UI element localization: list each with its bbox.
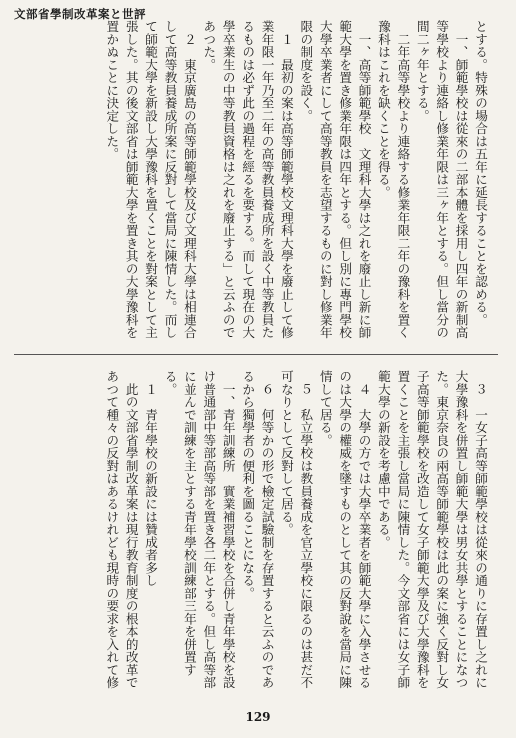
lower-text-block: ３ 一女子高等師範學校は從來の通りに存置し之れに 大學豫科を併置し師範大學は男女共學とすることになつ た。東京奈良の兩高等師範學校は此の案に強く反對し女 子高等師範學校を改造して女子師範大學及び大學豫科を 置くことを主張し當局に陳情した。今文部省には女子師 範大學の新設を考慮中である。 ４ 大學の方では大學卒業者を師範大學に入學させる のは大學の權威を墜すものとして其の反對說を當局に陳 情して居る。 ５ 私立學校は教員養成を官立學校に限るのは甚だ不 可なりとして反對して居る。 ６ 何等かの形で檢定試驗制を存置すると云ふのであ るから獨學者の便利を圖ることになる。 一、青年訓練所 實業補習學校を合併し青年學校を設 け普通部中等部高等部を置き各二年とする。但し高等部 に並んで訓練を主とする青年學校訓練部三年を併置す る。 １ 青年學校の新設には贊成者多し 此の文部省學制改革案は現行教育制度の根本的改革で あつて種々の反對はあるけれども現時の要求を入れて修 (104, 370, 488, 689)
upper-text-block: とする。特殊の場合は五年に延長することを認める。 一、師範學校は從來の二部本體を採用し四年の新制高 等學校より連絡し修業年限は三ヶ年とする。但し當分の 間二ヶ年とする。 二年高等學校より連絡する修業年限二年の豫科を置く 豫科はこれを缺くことを得る。 一、高等師範學校 文理科大學は之れを廢止し新に師 範大學を置き修業年限は四年とする。但し別に專門學校 大學卒業者にして高等教員を志望するものに對し修業年 限の制度を設く。 １ 最初の案は高等師範學校文理科大學を廢止して修 業年限一年乃至二年の高等教員養成所を設く中等教員た るものは必ず此の過程を經るを要する。而して現在の大 學卒業生の中等教員資格は之れを廢止する」と云ふので あつた。 ２ 東京廣島の高等師範學校及び文理科大學は相連合 して高等教員養成所案に反對して當局に陳情した。而し て師範大學を新設し大學豫科を置くことを對案として主 張した。其の後文部省は師範大學を置き其の大學豫科を 置かぬことに決定した。 (104, 20, 488, 339)
running-head: 文部省學制改革案と世評 (14, 7, 146, 21)
page-number: 129 (245, 710, 271, 724)
section-divider (14, 354, 498, 355)
